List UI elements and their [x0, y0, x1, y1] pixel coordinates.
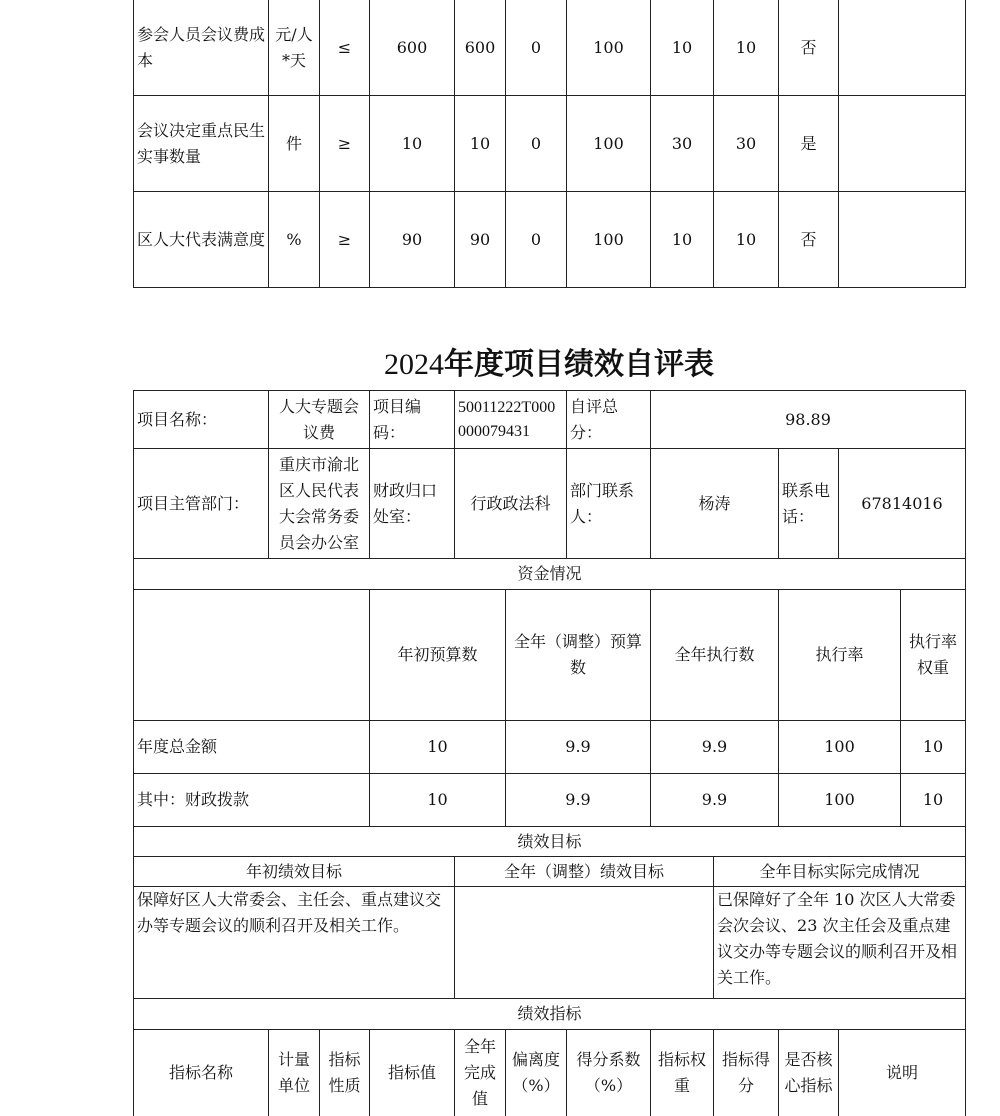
- indicator-score: 30: [714, 96, 779, 192]
- funds-cell: 10: [370, 774, 506, 827]
- funds-header-weight: 执行率权重: [901, 590, 966, 721]
- indicators-section-header: 绩效指标: [134, 999, 966, 1030]
- indicator-nature: ≤: [320, 0, 370, 96]
- ind-header-weight: 指标权重: [651, 1030, 714, 1116]
- funds-header-blank: [134, 590, 370, 721]
- contact-label: 部门联系人：: [567, 449, 651, 559]
- ind-header-coef: 得分系数（%）: [567, 1030, 651, 1116]
- project-code: 50011222T000000079431: [455, 391, 567, 449]
- indicator-deviation: 0: [506, 96, 567, 192]
- phone-label: 联系电话：: [779, 449, 839, 559]
- indicator-unit: 件: [269, 96, 320, 192]
- funds-cell: 100: [779, 774, 901, 827]
- table-row: [134, 0, 966, 96]
- indicator-score: 10: [714, 192, 779, 288]
- goals-adjusted-text: [455, 887, 714, 999]
- dept-label: 项目主管部门：: [134, 449, 269, 559]
- finance-office: 行政政法科: [455, 449, 567, 559]
- ind-header-target: 指标值: [370, 1030, 455, 1116]
- project-name-label: 项目名称：: [134, 391, 269, 449]
- indicator-weight: 10: [651, 0, 714, 96]
- funds-header-adjusted: 全年（调整）预算数: [506, 590, 651, 721]
- goals-section-header: 绩效目标: [134, 827, 966, 857]
- indicator-unit: 元/人*天: [269, 0, 320, 96]
- table-row: [134, 96, 966, 192]
- indicator-actual: 10: [455, 96, 506, 192]
- indicator-deviation: 0: [506, 192, 567, 288]
- ind-header-name: 指标名称: [134, 1030, 269, 1116]
- indicator-actual: 600: [455, 0, 506, 96]
- indicator-coef: 100: [567, 192, 651, 288]
- title-text: 年度项目绩效自评表: [444, 347, 714, 382]
- funds-cell: 100: [779, 721, 901, 774]
- title-year: 2024: [384, 348, 444, 381]
- indicator-weight: 30: [651, 96, 714, 192]
- indicator-weight: 10: [651, 192, 714, 288]
- goals-adjusted-label: 全年（调整）绩效目标: [455, 857, 714, 887]
- funds-cell: 10: [901, 774, 966, 827]
- phone-number: 67814016: [839, 449, 966, 559]
- indicator-nature: ≥: [320, 96, 370, 192]
- funds-section-header: 资金情况: [134, 559, 966, 590]
- funds-header-executed: 全年执行数: [651, 590, 779, 721]
- indicator-score: 10: [714, 0, 779, 96]
- ind-header-nature: 指标性质: [320, 1030, 370, 1116]
- page-title: [133, 343, 965, 387]
- total-score: 98.89: [651, 391, 966, 449]
- ind-header-core: 是否核心指标: [779, 1030, 839, 1116]
- indicator-table-continued: [133, 0, 966, 288]
- funds-cell: 9.9: [651, 774, 779, 827]
- indicator-target: 10: [370, 96, 455, 192]
- indicator-name: 参会人员会议费成本: [134, 0, 269, 96]
- indicator-unit: %: [269, 192, 320, 288]
- indicator-core: 是: [779, 96, 839, 192]
- goals-initial-label: 年初绩效目标: [134, 857, 455, 887]
- ind-header-note: 说明: [839, 1030, 966, 1116]
- indicator-coef: 100: [567, 96, 651, 192]
- funds-cell: 9.9: [506, 774, 651, 827]
- goals-actual-label: 全年目标实际完成情况: [714, 857, 966, 887]
- indicator-target: 600: [370, 0, 455, 96]
- indicator-core: 否: [779, 0, 839, 96]
- funds-cell: 10: [370, 721, 506, 774]
- ind-header-score: 指标得分: [714, 1030, 779, 1116]
- indicator-note: [839, 96, 966, 192]
- funds-cell: 9.9: [506, 721, 651, 774]
- funds-cell: 10: [901, 721, 966, 774]
- funds-row-label: 年度总金额: [134, 721, 370, 774]
- funds-cell: 9.9: [651, 721, 779, 774]
- indicator-actual: 90: [455, 192, 506, 288]
- funds-row-label: 其中：财政拨款: [134, 774, 370, 827]
- table-row: [134, 192, 966, 288]
- contact-name: 杨涛: [651, 449, 779, 559]
- funds-header-rate: 执行率: [779, 590, 901, 721]
- goals-initial-text: 保障好区人大常委会、主任会、重点建议交办等专题会议的顺利召开及相关工作。: [134, 887, 455, 999]
- project-name: 人大专题会议费: [269, 391, 370, 449]
- indicator-target: 90: [370, 192, 455, 288]
- goals-actual-text: 已保障好了全年 10 次区人大常委会次会议、23 次主任会及重点建议交办等专题会议的顺利召开及相关工作。: [714, 887, 966, 999]
- total-score-label: 自评总分：: [567, 391, 651, 449]
- indicator-note: [839, 192, 966, 288]
- indicator-coef: 100: [567, 0, 651, 96]
- ind-header-actual: 全年完成值: [455, 1030, 506, 1116]
- ind-header-deviation: 偏离度（%）: [506, 1030, 567, 1116]
- project-code-label: 项目编码：: [370, 391, 455, 449]
- indicator-nature: ≥: [320, 192, 370, 288]
- self-evaluation-table: [133, 390, 966, 1116]
- finance-label: 财政归口处室：: [370, 449, 455, 559]
- indicator-deviation: 0: [506, 0, 567, 96]
- indicator-note: [839, 0, 966, 96]
- indicator-name: 会议决定重点民生实事数量: [134, 96, 269, 192]
- indicator-name: 区人大代表满意度: [134, 192, 269, 288]
- funds-header-budget: 年初预算数: [370, 590, 506, 721]
- indicator-core: 否: [779, 192, 839, 288]
- ind-header-unit: 计量单位: [269, 1030, 320, 1116]
- dept-name: 重庆市渝北区人民代表大会常务委员会办公室: [269, 449, 370, 559]
